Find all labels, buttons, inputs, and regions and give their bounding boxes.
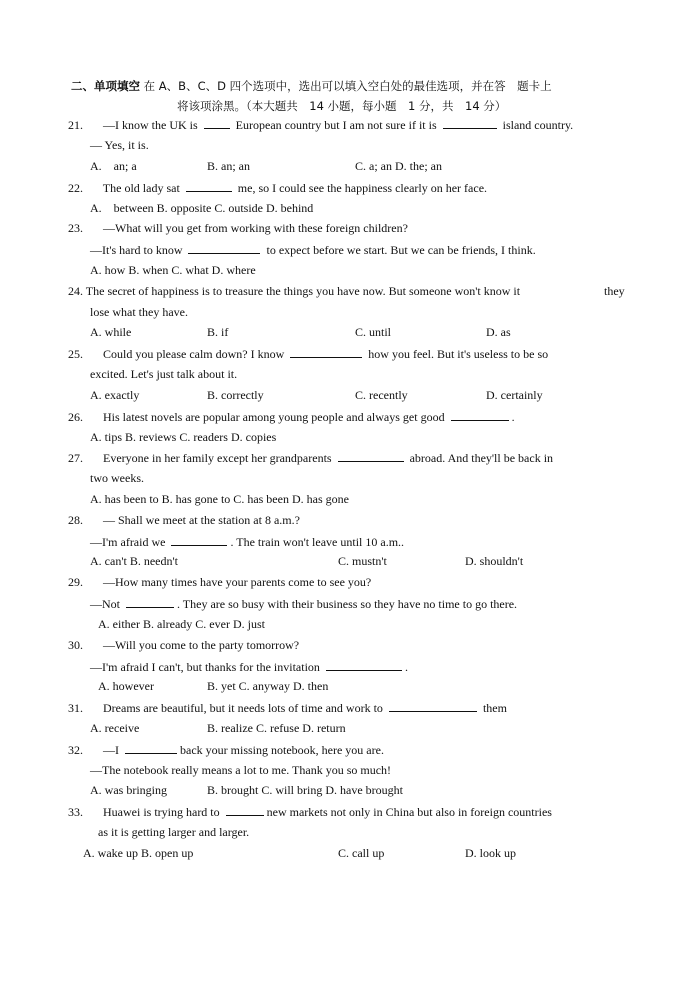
answer-blank xyxy=(290,346,362,358)
option-a: A. receive xyxy=(90,721,140,735)
option-b: B. if xyxy=(207,325,229,339)
question-number: 25. xyxy=(68,347,83,361)
question-text: The old lady sat xyxy=(102,181,180,195)
question-text: . xyxy=(404,660,408,674)
answer-blank xyxy=(326,659,402,671)
question-25 xyxy=(68,346,548,361)
question-text-end: they xyxy=(604,284,625,298)
option-c-d: C. a; an D. the; an xyxy=(355,159,442,173)
option-a: A. while xyxy=(90,325,132,339)
question-27-line-2: two weeks. xyxy=(90,471,144,485)
question-text: island country. xyxy=(502,118,574,132)
option-d: D. as xyxy=(486,325,511,339)
question-text: how you feel. But it's useless to be so xyxy=(368,347,549,361)
question-number: 32. xyxy=(68,743,83,757)
question-text: me, so I could see the happiness clearly on her face. xyxy=(237,181,488,195)
question-text: Could you please calm down? I know xyxy=(103,347,285,361)
question-23 xyxy=(68,221,408,235)
answer-blank xyxy=(389,700,477,712)
option-b-c-d: B. realize C. refuse D. return xyxy=(207,721,346,735)
option-b-c-d: B. yet C. anyway D. then xyxy=(207,679,329,693)
question-text: —It's hard to know xyxy=(90,243,183,257)
question-number: 24. xyxy=(68,284,83,298)
question-22 xyxy=(68,180,487,195)
answer-blank xyxy=(126,596,174,608)
question-text: —I xyxy=(103,743,119,757)
answer-blank xyxy=(338,450,404,462)
question-text: —I'm afraid I can't, but thanks for the invitation xyxy=(90,660,320,674)
question-number: 29. xyxy=(68,575,83,589)
options: A. between B. opposite C. outside D. behind xyxy=(90,201,314,215)
option-c: C. call up xyxy=(338,846,385,860)
question-text: —Not xyxy=(90,597,120,611)
question-text: —I know the UK is xyxy=(103,118,198,132)
answer-blank xyxy=(171,534,227,546)
question-text: —What will you get from working with these foreign children? xyxy=(103,221,408,235)
question-text: —I'm afraid we xyxy=(90,535,166,549)
question-30 xyxy=(68,638,299,652)
question-28-line-2 xyxy=(90,534,404,549)
section-instruction: 在 A、B、C、D 四个选项中，选出可以填入空白处的最佳选项，并在答 题卡上 xyxy=(143,79,552,93)
section-header xyxy=(71,79,552,93)
question-30-line-2 xyxy=(90,659,408,674)
answer-blank xyxy=(443,117,497,129)
question-text: —How many times have your parents come to see you? xyxy=(103,575,372,589)
question-21 xyxy=(68,117,573,132)
question-23-line-2 xyxy=(90,242,536,257)
option-b-c-d: B. brought C. will bring D. have brought xyxy=(207,783,403,797)
option-d: D. certainly xyxy=(486,388,543,402)
options: A. how B. when C. what D. where xyxy=(90,263,256,277)
question-text: new markets not only in China but also in foreign countries xyxy=(266,805,552,819)
question-text: to expect before we start. But we can be friends, I think. xyxy=(266,243,536,257)
question-text: back your missing notebook, here you are. xyxy=(180,743,384,757)
answer-blank xyxy=(186,180,232,192)
question-text: Dreams are beautiful, but it needs lots of time and work to xyxy=(103,701,383,715)
question-number: 28. xyxy=(68,513,83,527)
question-text: European country but I am not sure if it is xyxy=(235,118,437,132)
question-33 xyxy=(68,804,552,819)
question-32 xyxy=(68,742,384,757)
question-number: 23. xyxy=(68,221,83,235)
question-text: — Shall we meet at the station at 8 a.m.? xyxy=(103,513,300,527)
question-26 xyxy=(68,409,515,424)
question-28 xyxy=(68,513,300,527)
answer-blank xyxy=(204,117,230,129)
question-text: . xyxy=(511,410,515,424)
option-a-b: A. wake up B. open up xyxy=(83,846,194,860)
answer-blank xyxy=(451,409,509,421)
question-number: 27. xyxy=(68,451,83,465)
answer-blank xyxy=(125,742,177,754)
option-d: D. shouldn't xyxy=(465,554,524,568)
option-d: D. look up xyxy=(465,846,516,860)
question-32-line-2: —The notebook really means a lot to me. Thank you so much! xyxy=(90,763,392,777)
options: A. either B. already C. ever D. just xyxy=(98,617,265,631)
question-27 xyxy=(68,450,553,465)
question-24-line-2: lose what they have. xyxy=(90,305,188,319)
question-text: —Will you come to the party tomorrow? xyxy=(103,638,300,652)
question-text: The secret of happiness is to treasure the things you have now. But someone won't know it xyxy=(85,284,521,298)
option-a: A. however xyxy=(98,679,154,693)
question-24 xyxy=(68,284,520,298)
question-25-line-2: excited. Let's just talk about it. xyxy=(90,367,238,381)
question-text: abroad. And they'll be back in xyxy=(409,451,554,465)
options: A. has been to B. has gone to C. has been D. has gone xyxy=(90,492,349,506)
question-33-line-2: as it is getting larger and larger. xyxy=(98,825,250,839)
option-a: A. an; a xyxy=(90,159,137,173)
answer-blank xyxy=(226,804,264,816)
option-a: A. exactly xyxy=(90,388,140,402)
question-text: Everyone in her family except her grandparents xyxy=(103,451,332,465)
question-number: 26. xyxy=(68,410,83,424)
question-number: 31. xyxy=(68,701,83,715)
question-number: 22. xyxy=(68,181,83,195)
option-b: B. an; an xyxy=(207,159,250,173)
option-b: B. correctly xyxy=(207,388,264,402)
section-title: 二、单项填空 xyxy=(71,79,140,93)
question-29 xyxy=(68,575,371,589)
question-number: 30. xyxy=(68,638,83,652)
question-text: Huawei is trying hard to xyxy=(103,805,220,819)
option-a: A. was bringing xyxy=(90,783,167,797)
question-31 xyxy=(68,700,507,715)
options: A. tips B. reviews C. readers D. copies xyxy=(90,430,277,444)
question-text: . They are so busy with their business so they have no time to go there. xyxy=(177,597,518,611)
question-text: them xyxy=(482,701,507,715)
question-29-line-2 xyxy=(90,596,517,611)
answer-blank xyxy=(188,242,260,254)
option-c: C. recently xyxy=(355,388,408,402)
option-c: C. mustn't xyxy=(338,554,387,568)
question-text: His latest novels are popular among young people and always get good xyxy=(103,410,445,424)
question-21-line-2: — Yes, it is. xyxy=(90,138,149,152)
question-number: 21. xyxy=(68,118,83,132)
section-instruction-2: 将该项涂黑。（本大题共 14 小题，每小题 1 分，共 14 分） xyxy=(177,99,507,113)
option-a-b: A. can't B. needn't xyxy=(90,554,178,568)
question-number: 33. xyxy=(68,805,83,819)
option-c: C. until xyxy=(355,325,392,339)
question-text: . The train won't leave until 10 a.m.. xyxy=(230,535,405,549)
